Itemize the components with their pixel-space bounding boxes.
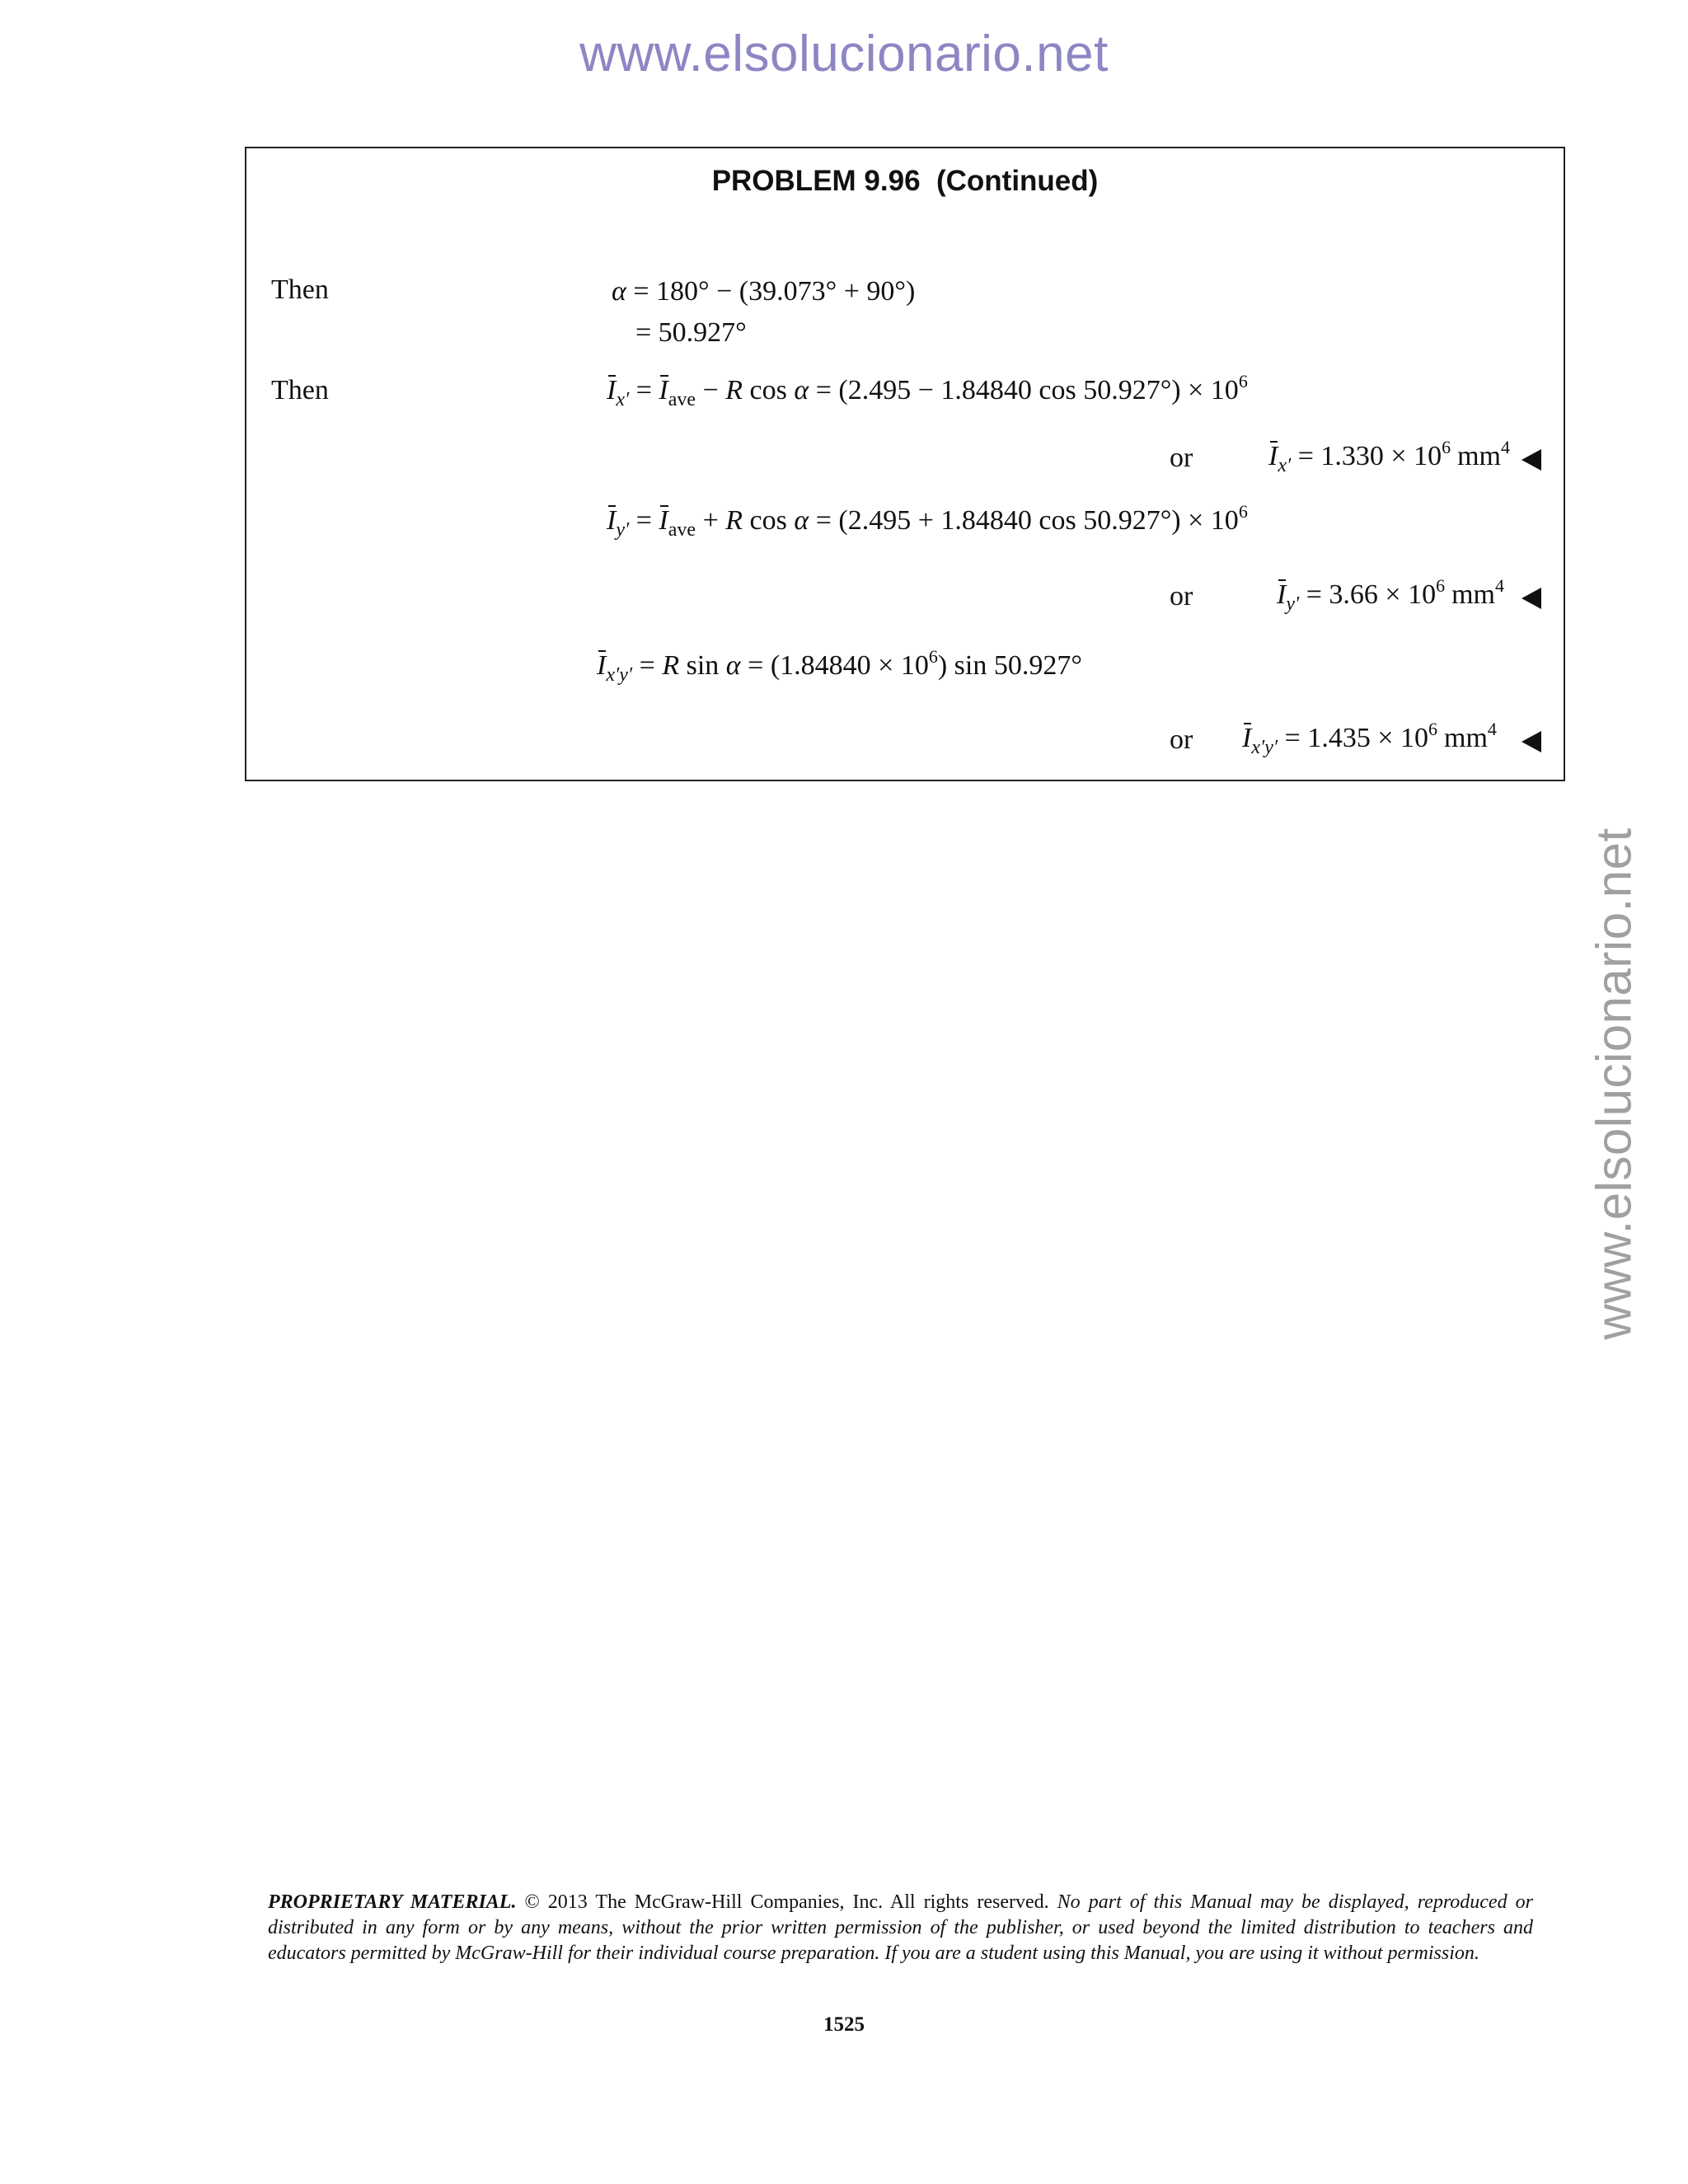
ixy-equation-exponent: 6 bbox=[928, 646, 938, 667]
or-label-3: or bbox=[1170, 724, 1193, 755]
footer-bold-lead: PROPRIETARY MATERIAL. bbox=[268, 1891, 517, 1913]
footer-copyright: © 2013 The McGraw-Hill Companies, Inc. All rights reserved. bbox=[516, 1891, 1057, 1913]
ix-equation-exponent: 6 bbox=[1238, 371, 1248, 391]
iy-answer-unit: mm bbox=[1451, 579, 1495, 610]
problem-title: PROBLEM 9.96 (Continued) bbox=[711, 165, 1099, 197]
or-label-2: or bbox=[1170, 581, 1193, 612]
page-number: 1525 bbox=[823, 2013, 865, 2036]
alpha-equation-1-text: = 180° − (39.073° + 90°) bbox=[633, 276, 916, 307]
ix-equation-text: = (2.495 − 1.84840 cos 50.927°) × 10 bbox=[815, 375, 1239, 405]
ix-answer: $I_{x'} = 1.330 \times 10^6$ $mm^4$ bbox=[1268, 437, 1510, 476]
ixy-answer-value: = 1.435 × 10 bbox=[1284, 723, 1428, 753]
or-label-1: or bbox=[1170, 443, 1193, 473]
copyright-footer bbox=[268, 1890, 1533, 1966]
alpha-equation-2: = 50.927° bbox=[635, 317, 747, 348]
then-label-1: Then bbox=[271, 274, 329, 305]
watermark-top: www.elsolucionario.net bbox=[579, 26, 1109, 82]
iy-answer: $I_{y'} = 3.66 \times 10^6$ $mm^4$ bbox=[1277, 575, 1504, 615]
solution-box bbox=[245, 147, 1565, 781]
alpha-equation-1: α = 180° − (39.073° + 90°) bbox=[612, 276, 916, 307]
iy-equation-exponent: 6 bbox=[1238, 501, 1248, 522]
iy-equation: $I_{y'} = I_{ave} + R$ cos α = (2.495 + 1.84840 $\cos 50.927^\circ) \times 10^6$ bbox=[607, 501, 1248, 541]
ixy-answer: $I_{x'y'} = 1.435 \times 10^6$ $mm^4$ bbox=[1242, 719, 1497, 758]
ix-answer-exp: 6 bbox=[1442, 437, 1451, 457]
ixy-answer-unit-exp: 4 bbox=[1487, 719, 1497, 739]
ixy-answer-unit: mm bbox=[1444, 723, 1488, 753]
footer-notice: No part of this Manual may be displayed, reproduced or distributed in any form or by any means, without the prior written permission of the publisher, or used beyond the limited distribution to teachers and educators permitted by McGraw-Hill for their individual course preparation. If you are a student using this Manual, you are using it without permission. bbox=[268, 1891, 1533, 1964]
iy-equation-text: = (2.495 + 1.84840 cos 50.927°) × 10 bbox=[815, 505, 1239, 536]
ix-answer-arrow-icon bbox=[1522, 449, 1541, 471]
ix-answer-value: = 1.330 × 10 bbox=[1297, 441, 1442, 471]
iy-answer-arrow-icon bbox=[1522, 588, 1541, 609]
iy-answer-unit-exp: 4 bbox=[1495, 575, 1504, 596]
iy-answer-value: = 3.66 × 10 bbox=[1306, 579, 1437, 610]
ixy-answer-arrow-icon bbox=[1522, 731, 1541, 752]
ixy-equation: $I_{x'y'} = R$ $\sin \alpha = (1.84840 \times 10^6)$ sin 50.927° bbox=[597, 646, 1082, 686]
ixy-equation-text-b: ) sin 50.927° bbox=[937, 650, 1082, 681]
ixy-equation-text-a: = (1.84840 × 10 bbox=[748, 650, 929, 681]
ix-answer-unit: mm bbox=[1457, 441, 1501, 471]
ix-answer-unit-exp: 4 bbox=[1501, 437, 1510, 457]
ix-equation: $I_{x'} = I_{ave} - R$ cos α = (2.495 − 1.84840 $\cos 50.927^\circ) \times 10^6$ bbox=[607, 371, 1248, 410]
ixy-answer-exp: 6 bbox=[1428, 719, 1437, 739]
iy-answer-exp: 6 bbox=[1436, 575, 1446, 596]
then-label-2: Then bbox=[271, 375, 329, 405]
watermark-side-text: www.elsolucionario.net bbox=[1586, 827, 1642, 1340]
